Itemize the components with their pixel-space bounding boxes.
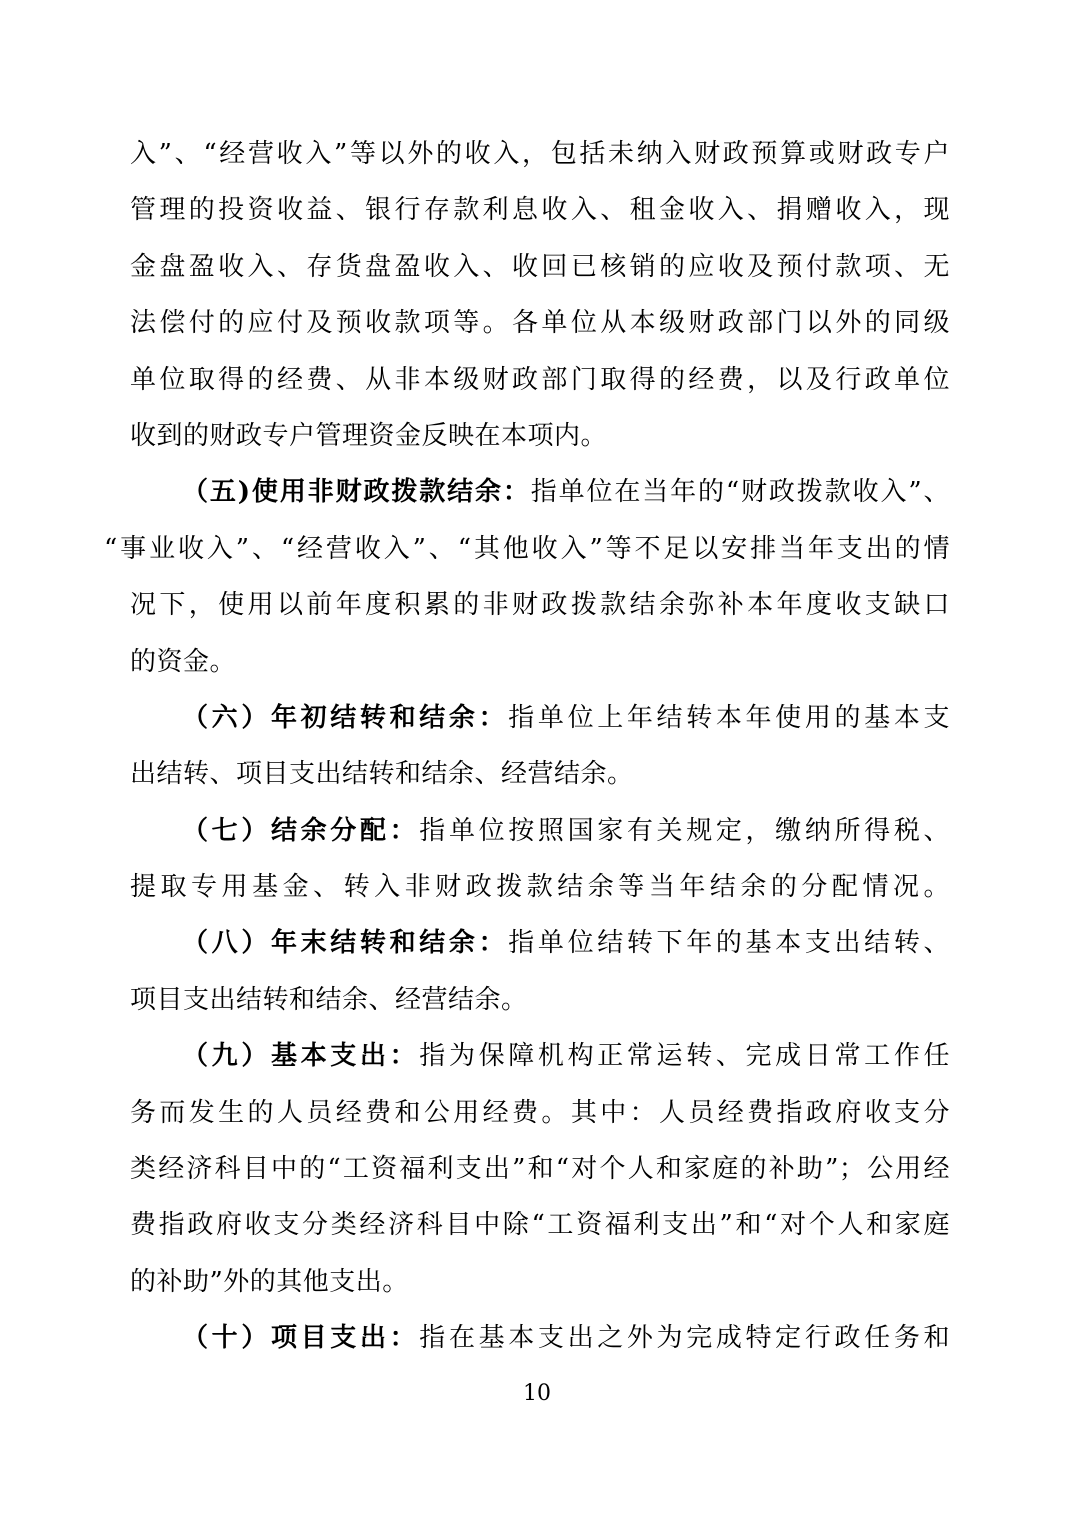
page-number: 10 <box>523 1381 551 1406</box>
paragraph-heading: （八）年末结转和结余： <box>182 928 509 959</box>
text-line <box>130 1197 950 1253</box>
text-line <box>130 634 950 690</box>
paragraph-text: 出结转、项目支出结转和结余、经营结余。 <box>130 759 634 790</box>
text-line <box>130 1254 950 1310</box>
paragraph-text: 单位取得的经费、从非本级财政部门取得的经费，以及行政单位 <box>130 364 950 395</box>
paragraph-text: 指单位在当年的“财政拨款收入”、 <box>530 477 950 508</box>
paragraph-text: 收到的财政专户管理资金反映在本项内。 <box>130 420 608 451</box>
paragraph-text: 指单位结转下年的基本支出结转、 <box>508 928 950 959</box>
paragraph-heading: （五)使用非财政拨款结余： <box>182 477 531 508</box>
paragraph-heading: （七）结余分配： <box>182 815 420 846</box>
paragraph-text: 管理的投资收益、银行存款利息收入、租金收入、捐赠收入，现 <box>130 195 950 226</box>
text-line <box>130 859 950 915</box>
paragraph-text: 项目支出结转和结余、经营结余。 <box>130 984 528 1015</box>
text-line <box>130 126 950 182</box>
text-line <box>130 182 950 238</box>
paragraph-heading: （六）年初结转和结余： <box>182 702 509 733</box>
text-line <box>130 1085 950 1141</box>
text-line <box>130 408 950 464</box>
paragraph-heading: （九）基本支出： <box>182 1041 420 1072</box>
text-line <box>130 915 950 971</box>
text-line <box>130 295 950 351</box>
paragraph-text: 费指政府收支分类经济科目中除“工资福利支出”和“对个人和家庭 <box>130 1210 950 1241</box>
document-body <box>104 126 950 1367</box>
paragraph-text: 指单位上年结转本年使用的基本支 <box>508 702 950 733</box>
paragraph-text: 指单位按照国家有关规定，缴纳所得税、 <box>419 815 950 846</box>
paragraph-text: 指为保障机构正常运转、完成日常工作任 <box>419 1041 950 1072</box>
text-line <box>130 1141 950 1197</box>
text-line <box>104 521 950 577</box>
paragraph-text: 金盘盈收入、存货盘盈收入、收回已核销的应收及预付款项、无 <box>130 251 950 282</box>
paragraph-text: 类经济科目中的“工资福利支出”和“对个人和家庭的补助”；公用经 <box>130 1154 950 1185</box>
paragraph-text: 指在基本支出之外为完成特定行政任务和 <box>419 1323 950 1354</box>
text-line <box>130 577 950 633</box>
text-line <box>130 352 950 408</box>
text-line <box>130 464 950 520</box>
paragraph-heading: （十）项目支出： <box>182 1323 420 1354</box>
text-line <box>130 1028 950 1084</box>
paragraph-text: 入”、“经营收入”等以外的收入，包括未纳入财政预算或财政专户 <box>130 139 950 169</box>
text-line <box>130 690 950 746</box>
paragraph-text: 务而发生的人员经费和公用经费。其中：人员经费指政府收支分 <box>130 1097 950 1128</box>
paragraph-text: 法偿付的应付及预收款项等。各单位从本级财政部门以外的同级 <box>130 308 950 339</box>
text-line <box>130 746 950 802</box>
text-line <box>130 239 950 295</box>
paragraph-text: 的补助”外的其他支出。 <box>130 1266 409 1297</box>
text-line <box>130 1310 950 1366</box>
text-line <box>130 803 950 859</box>
paragraph-text: 的资金。 <box>130 646 237 677</box>
paragraph-text: “事业收入”、“经营收入”、“其他收入”等不足以安排当年支出的情 <box>104 533 950 564</box>
text-line <box>130 972 950 1028</box>
paragraph-text: 况下，使用以前年度积累的非财政拨款结余弥补本年度收支缺口 <box>130 590 950 621</box>
paragraph-text: 提取专用基金、转入非财政拨款结余等当年结余的分配情况。 <box>130 872 950 903</box>
